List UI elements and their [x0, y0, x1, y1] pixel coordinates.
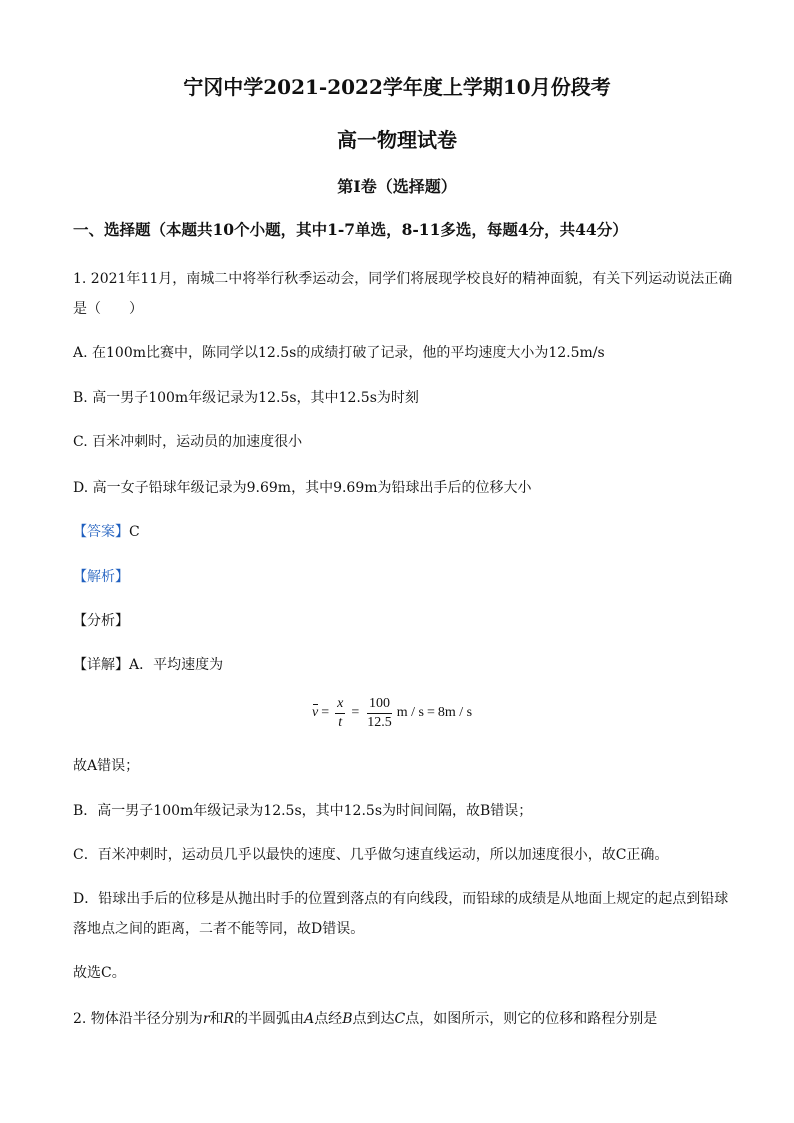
page-subtitle: 高一物理试卷: [337, 128, 457, 152]
q2-part-0: 2. 物体沿半径分别为: [73, 1011, 203, 1027]
answer-line: [73, 521, 140, 541]
question-1-stem-line2: 是（ ）: [73, 301, 143, 317]
detail-label: 【详解】: [73, 657, 129, 673]
q2-var-B: B: [342, 1011, 353, 1027]
final-choice: 故选C。: [73, 965, 126, 981]
question-2-stem: [73, 1008, 657, 1028]
explanation-c: C．百米冲刺时，运动员几乎以最快的速度、几乎做匀速直线运动，所以加速度很小，故C正确。: [73, 847, 669, 863]
formula-frac2-den: 12.5: [367, 714, 392, 730]
formula-frac1-den: t: [338, 714, 343, 730]
page-title: 宁冈中学2021-2022学年度上学期10月份段考: [183, 75, 611, 99]
detail-text: A．平均速度为: [129, 657, 224, 673]
detail-line: [73, 654, 223, 674]
formula-unit: m / s: [396, 705, 424, 720]
explanation-d-line1: D．铅球出手后的位移是从抛出时手的位置到落点的有向线段，而铅球的成绩是从地面上规定的起点到铅球: [73, 891, 729, 907]
explanation-b: B．高一男子100m年级记录为12.5s，其中12.5s为时间间隔，故B错误；: [73, 803, 533, 819]
formula-frac-x-t: [335, 696, 345, 731]
q2-part-10: 点，如图所示，则它的位移和路程分别是: [405, 1011, 658, 1027]
explanation-a: 故A错误；: [73, 758, 140, 774]
explanation-d-line2: 落地点之间的距离，二者不能等同，故D错误。: [73, 921, 365, 937]
option-a: A. 在100m比赛中，陈同学以12.5s的成绩打破了记录，他的平均速度大小为12.5m/s: [73, 345, 605, 361]
formula-eq3: =: [426, 705, 435, 720]
formula-frac-100-12.5: [365, 696, 394, 731]
volume-heading: 第I卷（选择题）: [337, 177, 457, 196]
answer-label: 【答案】: [73, 524, 129, 540]
q2-part-2: 和: [209, 1011, 224, 1027]
answer-value: C: [129, 524, 140, 540]
question-1-stem-line1: 1. 2021年11月，南城二中将举行秋季运动会，同学们将展现学校良好的精神面貌，有关下列运动说法正确: [73, 271, 733, 287]
q2-part-8: 点到达: [352, 1011, 395, 1027]
option-c: C. 百米冲刺时，运动员的加速度很小: [73, 434, 303, 450]
formula-eq2: =: [351, 705, 360, 720]
q2-var-C: C: [394, 1011, 406, 1027]
section-heading: 一、选择题（本题共10个小题，其中1-7单选，8-11多选，每题4分，共44分）: [73, 220, 628, 239]
q2-part-4: 的半圆弧由: [234, 1011, 305, 1027]
formula-frac2-num: 100: [367, 696, 392, 714]
q2-var-A: A: [304, 1011, 315, 1027]
analysis-label: 【解析】: [73, 569, 129, 585]
formula-v: v: [312, 705, 319, 720]
option-b: B. 高一男子100m年级记录为12.5s，其中12.5s为时刻: [73, 390, 419, 406]
average-velocity-formula: [312, 690, 472, 736]
q2-var-R: R: [223, 1011, 235, 1027]
formula-result: 8m / s: [437, 705, 473, 720]
option-d: D. 高一女子铅球年级记录为9.69m，其中9.69m为铅球出手后的位移大小: [73, 480, 532, 496]
fenxi-label: 【分析】: [73, 613, 129, 629]
q2-var-r: r: [202, 1011, 210, 1027]
formula-frac1-num: x: [335, 696, 345, 714]
formula-eq1: =: [321, 705, 330, 720]
q2-part-6: 点经: [314, 1011, 343, 1027]
